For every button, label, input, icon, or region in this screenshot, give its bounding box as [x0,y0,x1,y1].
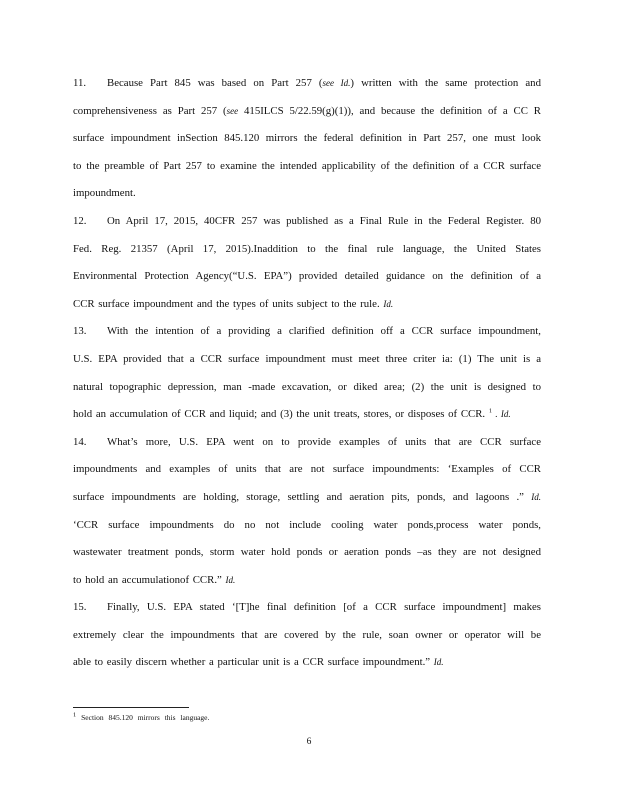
paragraph-number: 12. [73,214,87,227]
citation-id: Id. [433,657,444,668]
text-line: ‘CCR surface impoundments do no not include cooling water ponds,process water ponds, [73,518,541,531]
text-line: to hold an accumulationof CCR.” [73,573,226,586]
paragraph-13 [73,318,541,428]
text-line: to the preamble of Part 257 to examine the intended applicability of the definition of a CCR surface [73,159,541,172]
citation-see: see [226,105,239,116]
text-line: 415ILCS 5/22.59(g)(1)), and because the definition of a CC R [238,104,541,117]
paragraph-15 [73,594,541,677]
text-line: U.S. EPA provided that a CCR surface impoundment must meet three criter ia: (1) The unit is a [73,352,541,365]
paragraph-number: 14. [73,435,87,448]
citation-id: Id. [383,298,394,309]
paragraph-number: 13. [73,325,87,338]
citation-id: Id. [225,574,236,585]
text-line: With the intention of a providing a clarified definition off a CCR surface impoundment, [107,325,541,338]
text-line: Environmental Protection Agency(“U.S. EPA”) provided detailed guidance on the definition of a [73,270,541,283]
text-line: On April 17, 2015, 40CFR 257 was published as a Final Rule in the Federal Register. 80 [107,214,541,227]
text-line: Fed. Reg. 21357 (April 17, 2015).Inaddition to the final rule language, the United States [73,242,541,255]
text-line: natural topographic depression, man -made excavation, or diked area; (2) the unit is designed to [73,380,541,393]
text-line: ) written with the same protection and [350,77,541,89]
footnote-separator [73,707,189,708]
text-line: impoundment. [73,187,136,200]
text-line: wastewater treatment ponds, storm water hold ponds or aeration ponds –as they are not designed [73,546,541,559]
citation-id: Id. [531,491,541,502]
footnote-text: Section 845.120 mirrors this language. [76,713,210,722]
text-line: Finally, U.S. EPA stated ‘[T]he final definition [of a CCR surface impoundment] makes [107,601,541,614]
text-line: extremely clear the impoundments that are covered by the rule, soan owner or operator will be [73,628,541,641]
text-line: hold an accumulation of CCR and liquid; and (3) the unit treats, stores, or disposes of CCR. [73,408,489,421]
citation-id: . Id. [492,409,511,420]
paragraph-number: 15. [73,601,87,614]
text-line: surface impoundments are holding, storage, settling and aeration pits, ponds, and lagoons .” [73,490,532,503]
text-line: comprehensiveness as Part 257 ( [73,104,227,117]
text-line: surface impoundment inSection 845.120 mirrors the federal definition in Part 257, one must look [73,132,541,145]
paragraph-14 [73,429,541,595]
text-line: CCR surface impoundment and the types of units subject to the rule. [73,297,384,310]
footnote-marker: 1 [73,711,77,719]
citation-see-id: see Id. [322,78,351,88]
paragraph-number: 11. [73,77,87,89]
paragraph-12 [73,208,541,318]
text-line: Because Part 845 was based on Part 257 ( [107,77,323,89]
text-line: impoundments and examples of units that are not surface impoundments: ‘Examples of CCR [73,463,541,476]
text-line: What’s more, U.S. EPA went on to provide examples of units that are CCR surface [107,435,541,448]
footnote-reference[interactable]: 1 [488,407,493,415]
paragraph-11 [73,70,541,208]
page-number: 6 [306,737,312,747]
text-line: able to easily discern whether a particular unit is a CCR surface impoundment.” [73,656,434,669]
footnote [73,713,209,722]
body-text [73,70,541,677]
